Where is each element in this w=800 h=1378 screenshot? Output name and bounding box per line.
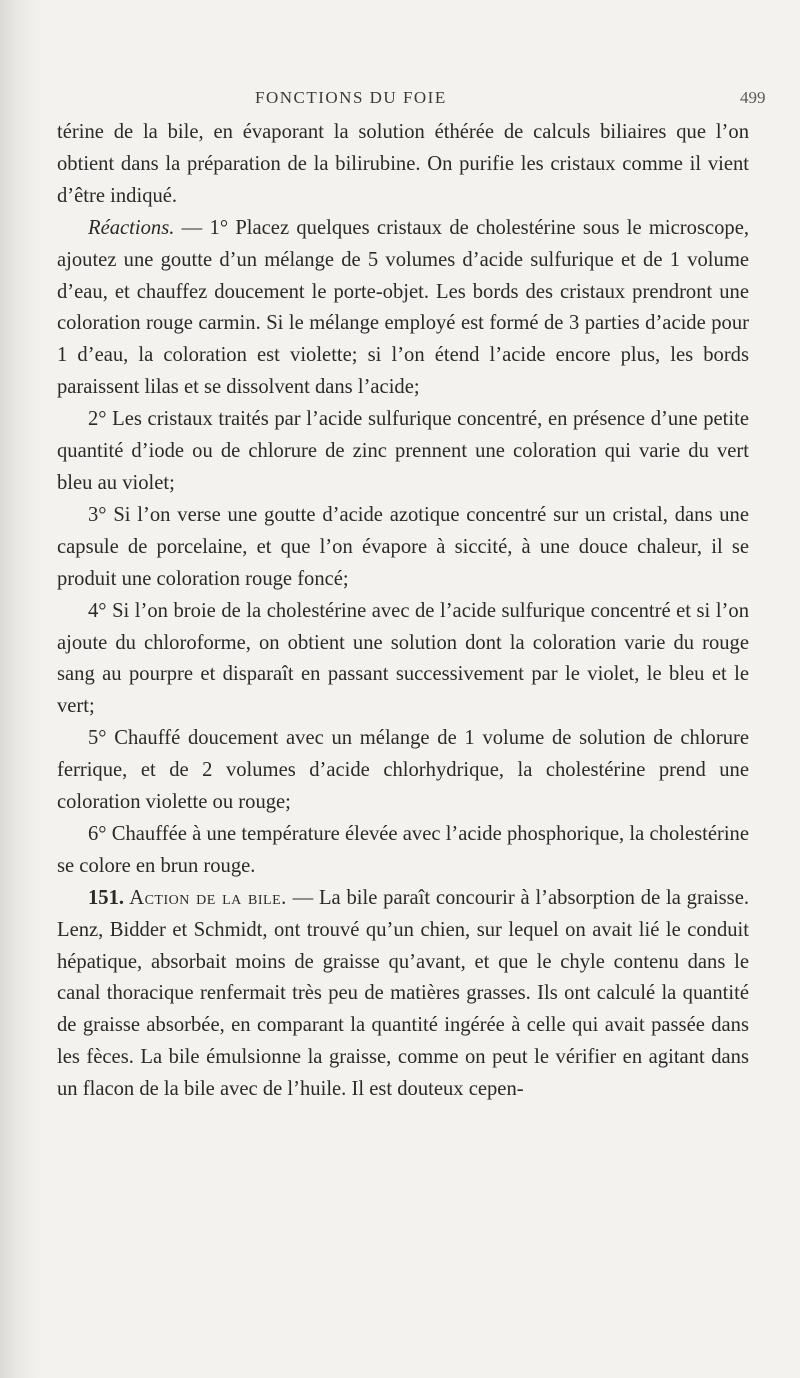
reactions-text: — 1° Placez quelques cristaux de cholestérine sous le microscope, ajoutez une goutte d’un mélange de 5 volumes d’acide sulfurique et de 1 volume d’eau, et chauffez doucement le porte-objet. Les bords des cristaux prendront une coloration rouge carmin. Si le mélange employé est formé de 3 parties d’acide pour 1 d’eau, la coloration est violette; si l’on étend l’acide encore plus, les bords paraissent lilas et se dissolvent dans l’acide; xyxy=(57,216,749,399)
section-heading: Action de la bile. xyxy=(124,886,287,909)
paragraph-reaction-2: 2° Les cristaux traités par l’acide sulfurique concentré, en présence d’une petite quantité d’iode ou de chlorure de zinc prennent une coloration qui varie du vert bleu au violet; xyxy=(57,408,749,494)
body-text xyxy=(57,117,749,1106)
paragraph-section-151 xyxy=(57,883,749,1106)
page-number: 499 xyxy=(740,88,766,107)
paragraph-reaction-3: 3° Si l’on verse une goutte d’acide azotique concentré sur un cristal, dans une capsule de porcelaine, et que l’on évapore à siccité, à une douce chaleur, il se produit une coloration rouge foncé; xyxy=(57,503,749,590)
section-number: 151. xyxy=(88,886,125,909)
paragraph-reaction-5: 5° Chauffé doucement avec un mélange de 1 volume de solution de chlorure ferrique, et de 2 volumes d’acide chlorhydrique, la cholestérine prend une coloration violette ou rouge; xyxy=(57,727,749,814)
paragraph-reaction-6: 6° Chauffée à une température élevée avec l’acide phosphorique, la cholestérine se colore en brun rouge. xyxy=(57,822,749,877)
running-title: FONCTIONS DU FOIE xyxy=(255,88,447,107)
section-text: — La bile paraît concourir à l’absorption de la graisse. Lenz, Bidder et Schmidt, ont trouvé qu’un chien, sur lequel on avait lié le conduit hépatique, absorbait moins de graisse qu’avant, et que le chyle contenu dans le canal thoracique renfermait très peu de matières grasses. Ils ont calculé la quantité de graisse absorbée, en comparant la quantité ingérée à celle qui avait passée dans les fèces. La bile émulsionne la graisse, comme on peut le vérifier en agitant dans un flacon de la bile avec de l’huile. Il est douteux cepen- xyxy=(57,886,749,1101)
paragraph-continuation: térine de la bile, en évaporant la solution éthérée de calculs biliaires que l’on obtient dans la préparation de la bilirubine. On purifie les cristaux comme il vient d’être indiqué. xyxy=(57,121,749,207)
running-head xyxy=(0,88,800,110)
paragraph-reaction-4: 4° Si l’on broie de la cholestérine avec de l’acide sulfurique concentré et si l’on ajoute du chloroforme, on obtient une solution dont la coloration varie du rouge sang au pourpre et disparaît en passant successivement par le violet, le bleu et le vert; xyxy=(57,599,749,718)
reactions-label: Réactions. xyxy=(88,216,175,239)
paragraph-reactions xyxy=(57,213,749,404)
